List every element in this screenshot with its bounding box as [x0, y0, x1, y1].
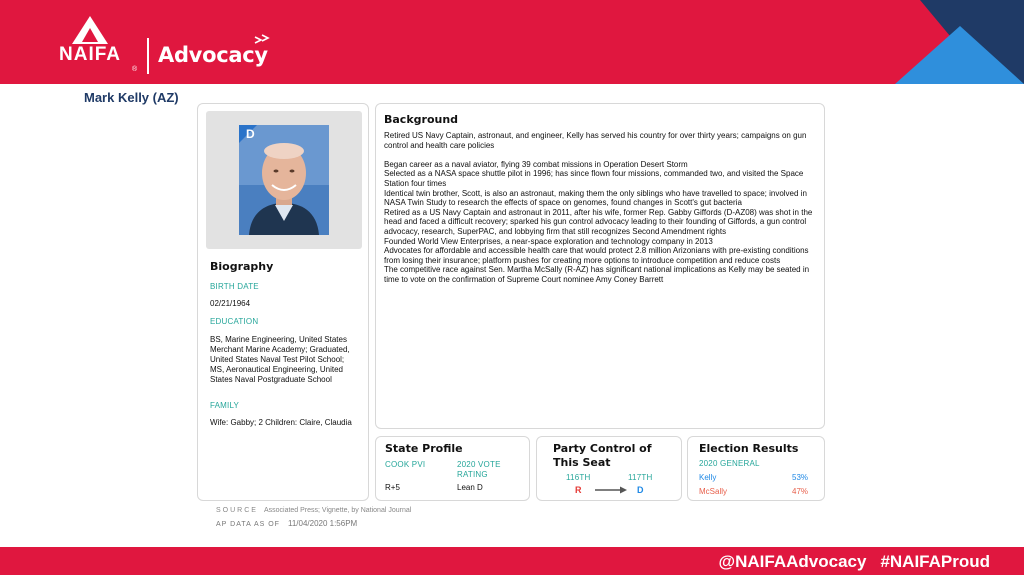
right-arrow-icon [594, 486, 628, 494]
congress-116-label: 116TH [566, 473, 591, 482]
background-point: The competitive race against Sen. Martha McSally (R-AZ) has significant national implications as Kelly may be seated in time to vote on the confirmation of Supreme Court nominee Amy Coney Barrett [384, 265, 810, 284]
senator-name: Mark Kelly (AZ) [84, 90, 179, 105]
naifa-triangle-logo-icon [50, 14, 130, 48]
background-point: Founded World View Enterprises, a near-space exploration and technology company in 2013 [384, 236, 713, 246]
source-label: SOURCE [216, 507, 258, 514]
biography-title: Biography [210, 260, 274, 273]
state-profile-card [375, 436, 530, 501]
candidate-name: Kelly [699, 473, 717, 482]
candidate-percent: 53% [792, 473, 809, 482]
logo-text: NAIFA [59, 44, 121, 65]
from-party-letter: R [575, 485, 582, 495]
background-point: Selected as a NASA space shuttle pilot in 1996; has since flown four missions, commanded two, and visited the Space Station four times [384, 169, 804, 188]
education-value: BS, Marine Engineering, United States Merchant Marine Academy; Graduated, United States Naval Test Pilot School; MS, Aeronautical Engineering, United States Naval Postgraduate School [210, 335, 350, 384]
background-intro: Retired US Navy Captain, astronaut, and engineer, Kelly has served his country for over thirty years; campaigns on gun control and health care policies [384, 131, 807, 150]
header-banner [0, 0, 1024, 84]
brand-word-advocacy: Advocacy [158, 43, 268, 67]
party-badge-letter: D [246, 127, 255, 141]
portrait-illustration [239, 125, 329, 235]
party-control-title: Party Control of This Seat [553, 442, 652, 469]
vote-rating-value: Lean D [457, 483, 483, 492]
biography-card [197, 103, 369, 501]
double-chevron-arrows-icon [252, 34, 272, 50]
naifa-logo[interactable] [50, 14, 140, 76]
header-corner-triangles [0, 0, 1024, 84]
background-title: Background [384, 113, 459, 126]
footer-hashtag[interactable]: #NAIFAProud [880, 552, 990, 571]
senator-photo [239, 125, 329, 235]
background-body [384, 131, 816, 285]
photo-frame [206, 111, 362, 249]
background-point: Advocates for affordable and accessible health care that would protect 2.8 million Arizonians with pre-existing conditions from losing their insurance; platform pushes for creating more options to introduce competition and reduce costs [384, 246, 809, 265]
candidate-name: McSally [699, 487, 728, 496]
congress-117-label: 117TH [628, 473, 653, 482]
family-label: FAMILY [210, 401, 240, 410]
to-party-letter: D [637, 485, 644, 495]
background-point: Retired as a US Navy Captain and astronaut in 2011, after his wife, former Rep. Gabby Giffords (D-AZ08) was shot in the head and faced a difficult recovery; sparked his gun control advocacy leading to their founding of Giffords, a gun control advocacy, research, SuperPAC, and lobbying firm that still recognizes Second Amendment rights [384, 207, 813, 236]
ap-data-time: 11/04/2020 1:56PM [287, 519, 358, 528]
vote-rating-label: 2020 VOTE RATING [457, 460, 501, 479]
footer-hashtags [705, 552, 990, 572]
ap-data-label: AP DATA AS OF [216, 521, 280, 528]
ap-data-line [216, 519, 357, 528]
birth-date-label: BIRTH DATE [210, 282, 259, 291]
cook-pvi-label: COOK PVI [385, 460, 426, 469]
candidate-percent: 47% [792, 487, 809, 496]
birth-date-value: 02/21/1964 [210, 299, 251, 308]
logo-divider [147, 38, 149, 74]
background-card [375, 103, 825, 429]
source-line [216, 507, 411, 514]
election-results-card [687, 436, 825, 501]
cook-pvi-value: R+5 [385, 483, 400, 492]
election-results-title: Election Results [699, 442, 799, 455]
footer-banner [0, 547, 1024, 575]
state-profile-title: State Profile [385, 442, 463, 455]
education-label: EDUCATION [210, 317, 259, 326]
background-point: Began career as a naval aviator, flying 39 combat missions in Operation Desert Storm [384, 159, 688, 169]
source-text: Associated Press; Vignette, by National Journal [263, 507, 412, 514]
background-point: Identical twin brother, Scott, is also an astronaut, making them the only siblings who have travelled to space; involved in NASA Twin Study to research the effects of space on genomes, found changes in Scott's gut bacteria [384, 188, 807, 208]
party-control-card [536, 436, 682, 501]
logo-registered-mark: ® [132, 66, 138, 73]
family-value: Wife: Gabby; 2 Children: Claire, Claudia [210, 418, 352, 427]
footer-handle[interactable]: @NAIFAAdvocacy [718, 552, 867, 571]
general-election-label: 2020 GENERAL [699, 459, 760, 468]
